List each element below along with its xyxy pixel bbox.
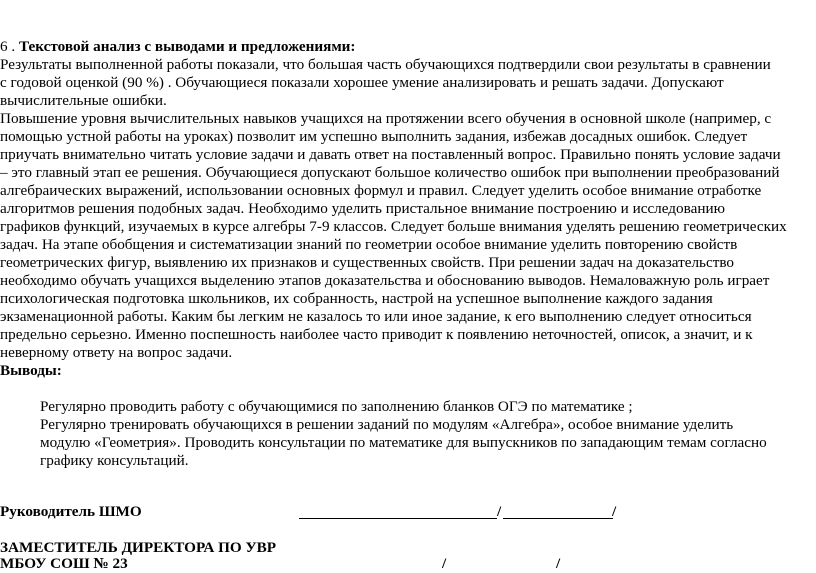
body-line: алгоритмов решения подобных задач. Необходимо уделить пристальное внимание построению и исследованию	[0, 200, 725, 217]
name-line	[503, 518, 613, 519]
section-number: 6 .	[0, 38, 19, 55]
conclusion-line: модулю «Геометрия». Проводить консультации по математике для выпускников по западающим темам согласно	[40, 434, 767, 451]
body-line: Результаты выполненной работы показали, что большая часть обучающихся подтвердили свои результаты в сравнении	[0, 56, 771, 73]
signature-slash: /	[556, 555, 561, 572]
body-line: графиков функций, изучаемых в курсе алгебры 7-9 классов. Следует больше внимания уделять решению геометрических	[0, 218, 787, 235]
body-line: – это главный этап ее решения. Обучающиеся допускают большое количество ошибок при выполнении преобразований	[0, 164, 780, 181]
signature-slash: /	[442, 555, 447, 572]
body-line: геометрических фигур, выявлению их признаков и существенных свойств. При решении задач на доказательство	[0, 254, 735, 271]
section-heading	[0, 38, 356, 56]
signature-line	[299, 518, 497, 519]
conclusion-line: Регулярно проводить работу с обучающимися по заполнению бланков ОГЭ по математике ;	[40, 398, 633, 415]
school-label: МБОУ СОШ № 23	[0, 555, 128, 572]
body-line: приучать внимательно читать условие задачи и давать ответ на поставленный вопрос. Правильно понять условие задачи	[0, 146, 781, 163]
body-line: задач. На этапе обобщения и систематизации знаний по геометрии особое внимание уделить повторению свойств	[0, 236, 738, 253]
body-line: неверному ответу на вопрос задачи.	[0, 344, 233, 361]
conclusion-line: Регулярно тренировать обучающихся в решении заданий по модулям «Алгебра», особое внимание уделить	[40, 416, 734, 433]
body-line: предельно серьезно. Именно поспешность наиболее часто приводит к появлению неточностей, описок, а значит, и к	[0, 326, 753, 343]
body-line: с годовой оценкой (90 %) . Обучающиеся показали хорошее умение анализировать и решать задачи. Допускают	[0, 74, 724, 91]
section-title: Текстовой анализ с выводами и предложениями:	[18, 38, 356, 55]
body-line: помощью устной работы на уроках) позволит им успешно выполнить задания, избежав досадных ошибок. Следует	[0, 128, 748, 145]
signature-slash: /	[497, 503, 502, 520]
body-line: вычислительные ошибки.	[0, 92, 167, 109]
body-line: психологическая подготовка школьников, их собранность, настрой на успешное выполнение каждого задания	[0, 290, 713, 307]
conclusion-line: графику консультаций.	[40, 452, 189, 469]
deputy-signature-label: ЗАМЕСТИТЕЛЬ ДИРЕКТОРА ПО УВР	[0, 539, 277, 556]
signature-slash: /	[612, 503, 617, 520]
head-signature-label: Руководитель ШМО	[0, 503, 142, 520]
conclusions-heading: Выводы:	[0, 362, 62, 379]
body-line: Повышение уровня вычислительных навыков учащихся на протяжении всего обучения в основной школе (например, с	[0, 110, 772, 127]
body-line: экзаменационной работы. Каким бы легким не казалось то или иное задание, к его выполнению следует относиться	[0, 308, 752, 325]
body-line: необходимо обучать учащихся выделению этапов доказательства и обоснованию выводов. Немаловажную роль играет	[0, 272, 770, 289]
body-line: алгебраических выражений, использовании основных формул и правил. Следует уделить особое внимание отработке	[0, 182, 762, 199]
